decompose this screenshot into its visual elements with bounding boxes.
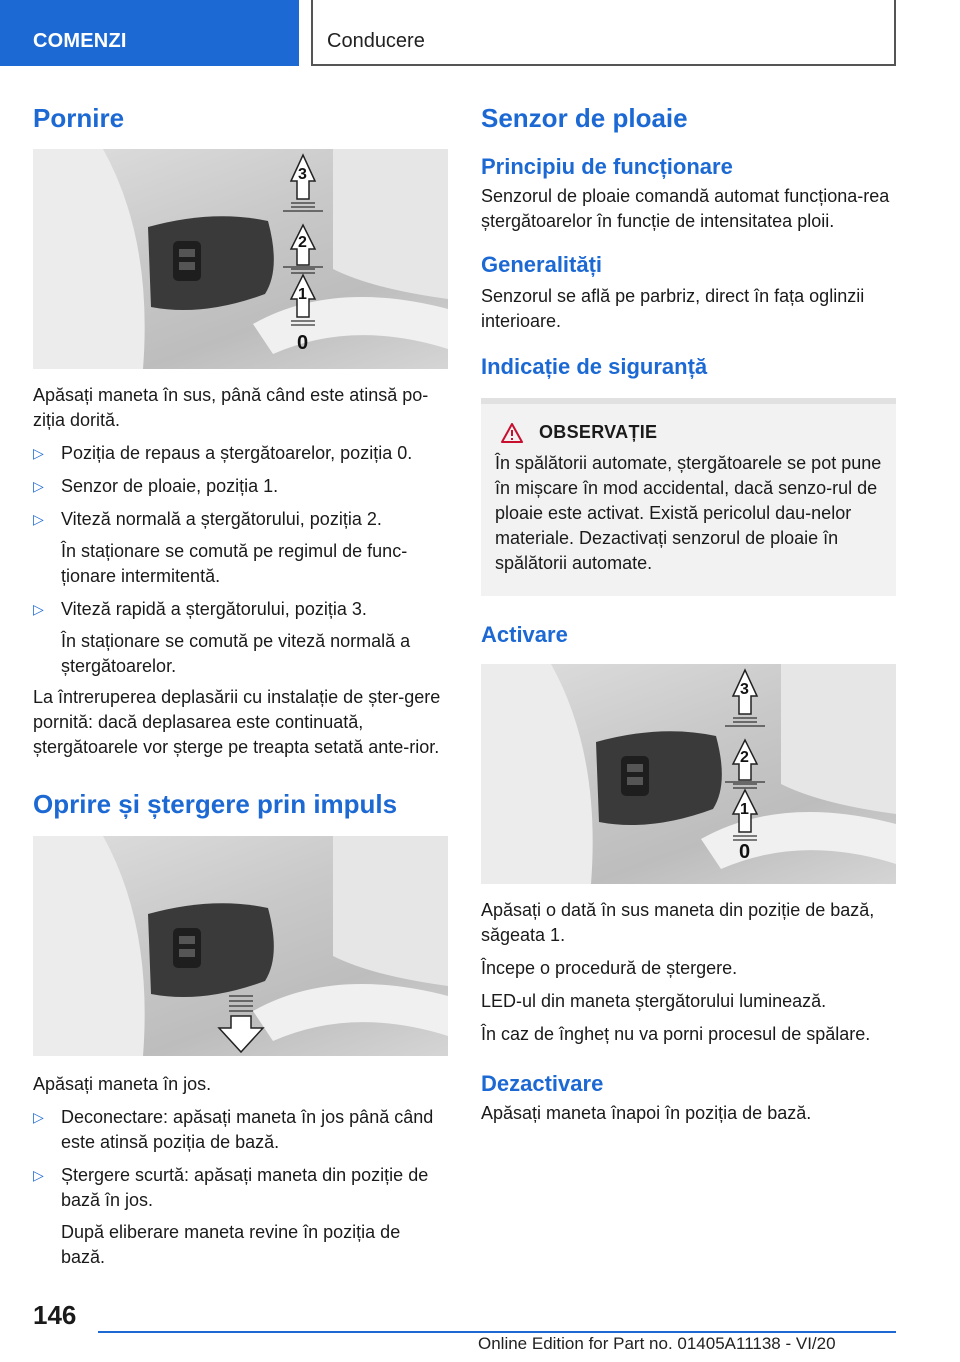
dezactivare-text: Apăsați maneta înapoi în poziția de bază. (481, 1103, 812, 1123)
triangle-bullet-icon: ▷ (33, 1109, 44, 1125)
pornire-heading: Pornire (33, 103, 125, 133)
oprire-heading: Oprire și ștergere prin impuls (33, 789, 398, 819)
warning-triangle-icon (501, 423, 523, 443)
pornire-intro: Apăsați maneta în sus, până când este atinsă po‐ziția dorită. (33, 385, 429, 430)
section-tab[interactable]: Conducere (311, 0, 896, 66)
pornire-outro: La întreruperea deplasării cu instalație de șter‐gere pornită: dacă deplasarea este continuată, ștergătoarele vor șterge pe treapta setată ante‐rior. (33, 687, 441, 757)
wiper-lever-up-illustration (33, 149, 448, 369)
position-1-label: 1 (298, 286, 307, 303)
list-item: ▷ Viteză rapidă a ștergătorului, poziția 3. În staționare se comută pe viteză normală a ștergătoarelor. (33, 599, 411, 676)
warning-box (481, 398, 896, 596)
triangle-bullet-icon: ▷ (33, 601, 44, 617)
activare-heading: Activare (481, 622, 568, 647)
generalitati-text: Senzorul se află pe parbriz, direct în fața oglinzii interioare. (481, 286, 865, 331)
principiu-heading: Principiu de funcționare (481, 154, 733, 179)
wiper-lever-activation-illustration (481, 664, 896, 884)
triangle-bullet-icon: ▷ (33, 478, 44, 494)
position-0-label: 0 (739, 841, 751, 863)
activation-figure (481, 664, 896, 884)
wiper-lever-down-illustration (33, 836, 448, 1056)
oprire-bullet-list (33, 1105, 448, 1270)
siguranta-heading: Indicație de siguranță (481, 354, 708, 379)
activare-text-2: Începe o procedură de ștergere. (481, 958, 738, 978)
list-item: ▷ Deconectare: apăsați maneta în jos până când este atinsă poziția de bază. (33, 1107, 434, 1152)
warning-text: În spălătorii automate, ștergătoarele se pot pune în mișcare în mod accidental, dacă senzo‐rul de ploaie este activat. Există pericolul dau‐nelor materiale. Dezactivați senzorul de ploaie în spălătorii automate. (495, 453, 882, 573)
footer-divider (98, 1331, 896, 1333)
position-3-label: 3 (740, 681, 749, 698)
position-2-label: 2 (298, 234, 307, 251)
list-item: ▷ Viteză normală a ștergătorului, poziția 2. În staționare se comută pe regimul de func‐ționare intermitentă. (33, 509, 408, 586)
wiper-lever-down-figure (33, 836, 448, 1056)
left-column (33, 100, 448, 1270)
activare-text-4: În caz de îngheț nu va porni procesul de spălare. (481, 1024, 871, 1044)
position-0-label: 0 (297, 332, 309, 354)
chapter-tab[interactable]: COMENZI (0, 0, 299, 66)
position-2-label: 2 (740, 749, 749, 766)
activare-text-1: Apăsați o dată în sus maneta din poziție de bază, săgeata 1. (481, 900, 875, 945)
senzor-heading: Senzor de ploaie (481, 103, 688, 133)
wiper-lever-up-figure (33, 149, 448, 369)
list-item: ▷ Ștergere scurtă: apăsați maneta din poziție de bază în jos. După eliberare maneta revine în poziția de bază. (33, 1165, 429, 1267)
pornire-bullet-list (33, 441, 448, 679)
list-item: ▷ Senzor de ploaie, poziția 1. (33, 474, 448, 499)
warning-label: OBSERVAȚIE (539, 422, 658, 442)
oprire-intro: Apăsați maneta în jos. (33, 1074, 212, 1094)
right-column (481, 100, 896, 1126)
footer-edition: Online Edition for Part no. 01405A11138 - VI/20 (478, 1334, 836, 1353)
list-item: ▷ Poziția de repaus a ștergătoarelor, poziția 0. (33, 441, 448, 466)
position-1-label: 1 (740, 801, 749, 818)
dezactivare-heading: Dezactivare (481, 1071, 604, 1096)
triangle-bullet-icon: ▷ (33, 445, 44, 461)
generalitati-heading: Generalități (481, 252, 603, 277)
warning-title (495, 422, 884, 443)
principiu-text: Senzorul de ploaie comandă automat funcționa‐rea ștergătoarelor în funcție de intensitatea ploii. (481, 186, 890, 231)
triangle-bullet-icon: ▷ (33, 1167, 44, 1183)
page-number: 146 (33, 1300, 77, 1330)
position-3-label: 3 (298, 166, 307, 183)
triangle-bullet-icon: ▷ (33, 511, 44, 527)
activare-text-3: LED-ul din maneta ștergătorului luminează. (481, 991, 827, 1011)
